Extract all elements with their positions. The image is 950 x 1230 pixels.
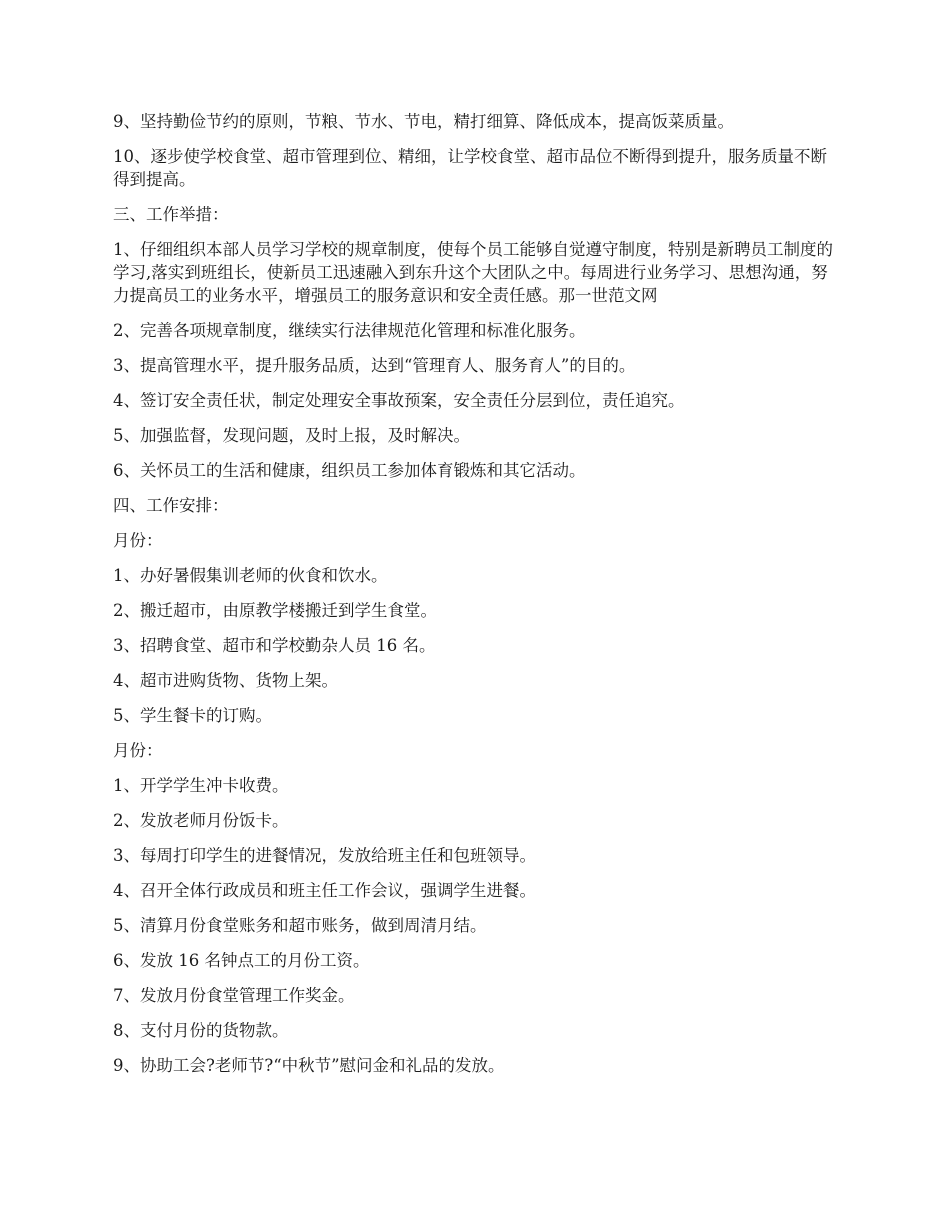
list-item: 2、发放老师月份饭卡。 bbox=[113, 811, 289, 830]
list-item: 3、招聘食堂、超市和学校勤杂人员 16 名。 bbox=[113, 636, 436, 655]
list-item: 5、清算月份食堂账务和超市账务，做到周清月结。 bbox=[113, 916, 487, 935]
list-item: 8、支付月份的货物款。 bbox=[113, 1021, 289, 1040]
list-item: 1、开学学生冲卡收费。 bbox=[113, 776, 289, 795]
section-heading: 四、工作安排： bbox=[113, 496, 229, 515]
paragraph: 2、完善各项规章制度，继续实行法律规范化管理和标准化服务。 bbox=[113, 321, 586, 340]
paragraph: 9、坚持勤俭节约的原则，节粮、节水、节电，精打细算、降低成本，提高饭菜质量。 bbox=[113, 112, 734, 131]
month-heading: 月份： bbox=[113, 741, 163, 760]
list-item: 7、发放月份食堂管理工作奖金。 bbox=[113, 986, 355, 1005]
month-heading: 月份： bbox=[113, 531, 163, 550]
list-item: 4、召开全体行政成员和班主任工作会议，强调学生进餐。 bbox=[113, 881, 536, 900]
section-heading: 三、工作举措： bbox=[113, 205, 229, 224]
list-item: 6、发放 16 名钟点工的月份工资。 bbox=[113, 951, 370, 970]
paragraph: 1、仔细组织本部人员学习学校的规章制度，使每个员工能够自觉遵守制度，特别是新聘员工制度的学习,落实到班组长，使新员工迅速融入到东升这个大团队之中。每周进行业务学习、思想沟通，努力提高员工的业务水平，增强员工的服务意识和安全责任感。那一世范文网 bbox=[113, 240, 833, 305]
paragraph: 5、加强监督，发现问题，及时上报，及时解决。 bbox=[113, 426, 470, 445]
list-item: 4、超市进购货物、货物上架。 bbox=[113, 671, 338, 690]
list-item: 2、搬迁超市，由原教学楼搬迁到学生食堂。 bbox=[113, 601, 437, 620]
list-item: 3、每周打印学生的进餐情况，发放给班主任和包班领导。 bbox=[113, 846, 536, 865]
document-body bbox=[113, 110, 838, 1089]
paragraph: 10、逐步使学校食堂、超市管理到位、精细，让学校食堂、超市品位不断得到提升，服务质量不断得到提高。 bbox=[113, 147, 827, 189]
paragraph: 4、签订安全责任状，制定处理安全事故预案，安全责任分层到位，责任追究。 bbox=[113, 391, 685, 410]
paragraph: 6、关怀员工的生活和健康，组织员工参加体育锻炼和其它活动。 bbox=[113, 461, 586, 480]
list-item: 9、协助工会?老师节?“中秋节”慰问金和礼品的发放。 bbox=[113, 1056, 505, 1075]
paragraph: 3、提高管理水平，提升服务品质，达到“管理育人、服务育人”的目的。 bbox=[113, 356, 636, 375]
list-item: 5、学生餐卡的订购。 bbox=[113, 706, 272, 725]
list-item: 1、办好暑假集训老师的伙食和饮水。 bbox=[113, 566, 388, 585]
